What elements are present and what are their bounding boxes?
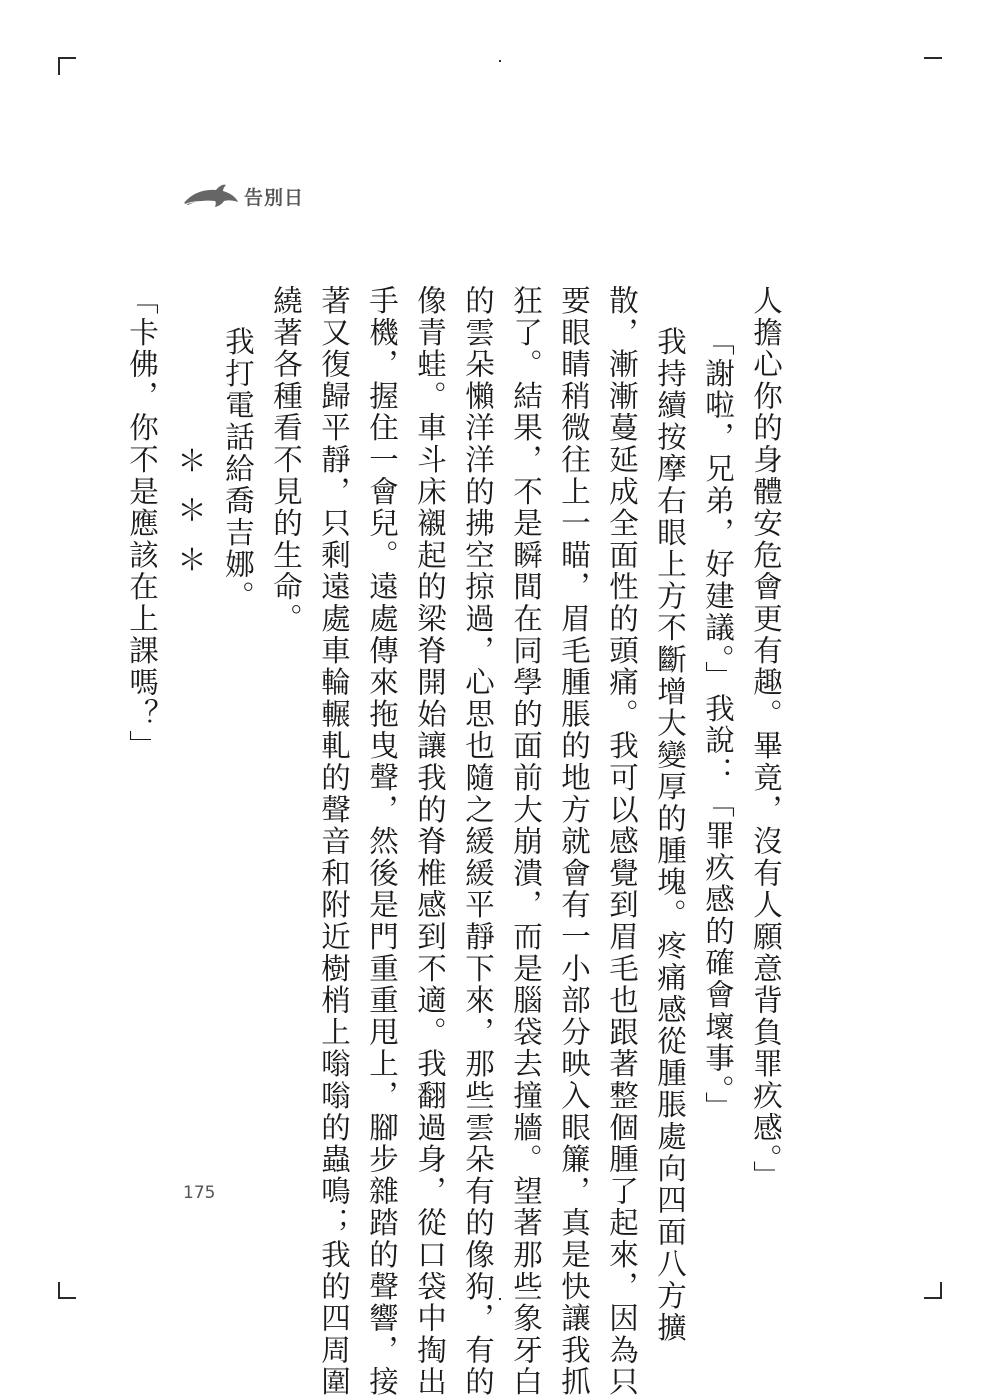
running-header [182, 180, 304, 212]
text-column: 「卡佛，你不是應該在上課嗎？」 [125, 285, 159, 762]
text-column: 散，漸漸蔓延成全面性的頭痛。我可以感覺到眉毛也跟著整個腫了起來，因為只 [605, 285, 639, 1398]
page-number: 175 [183, 1183, 216, 1203]
crop-mark-bottom-left-h [58, 1297, 76, 1299]
dolphin-icon [182, 181, 240, 211]
crop-mark-top-left [58, 57, 60, 75]
text-column: 「謝啦，兄弟，好建議。」我說：「罪疚感的確會壞事。」 [701, 326, 735, 1124]
crop-mark-top-right [924, 57, 942, 59]
text-column: 人擔心你的身體安危會更有趣。畢竟，沒有人願意背負罪疚感。」 [749, 285, 783, 1193]
center-mark-bottom [499, 1298, 501, 1300]
crop-mark-bottom-right [940, 1282, 942, 1298]
section-break: ＊＊＊ [173, 445, 207, 594]
text-column: 手機，握住一會兒。遠處傳來拖曳聲，然後是門重重甩上，腳步雜踏的聲響，接 [365, 285, 399, 1398]
text-column: 我持續按摩右眼上方不斷增大變厚的腫塊。疼痛感從腫脹處向四面八方擴 [653, 326, 687, 1344]
text-column: 著又復歸平靜，只剩遠處車輪輾軋的聲音和附近樹梢上嗡嗡的蟲鳴；我的四周圍 [317, 285, 351, 1398]
text-column: 像青蛙。車斗床襯起的梁脊開始讓我的脊椎感到不適。我翻過身，從口袋中掏出 [413, 285, 447, 1398]
text-column: 的雲朵懶洋洋的拂空掠過，心思也隨之緩緩平靜下來，那些雲朵有的像狗，有的 [461, 285, 495, 1398]
text-column: 狂了。結果，不是瞬間在同學的面前大崩潰，而是腦袋去撞牆。望著那些象牙白 [509, 285, 543, 1398]
crop-mark-top-left-h [58, 57, 76, 59]
text-column: 我打電話給喬吉娜。 [221, 326, 255, 613]
text-column: 要眼睛稍微往上一瞄，眉毛腫脹的地方就會有一小部分映入眼簾，真是快讓我抓 [557, 285, 591, 1398]
text-column: 繞著各種看不見的生命。 [269, 285, 303, 635]
crop-mark-bottom-right-h [924, 1297, 942, 1299]
center-mark-top [499, 60, 501, 62]
crop-mark-bottom-left [58, 1282, 60, 1298]
chapter-title: 告別日 [244, 186, 305, 209]
